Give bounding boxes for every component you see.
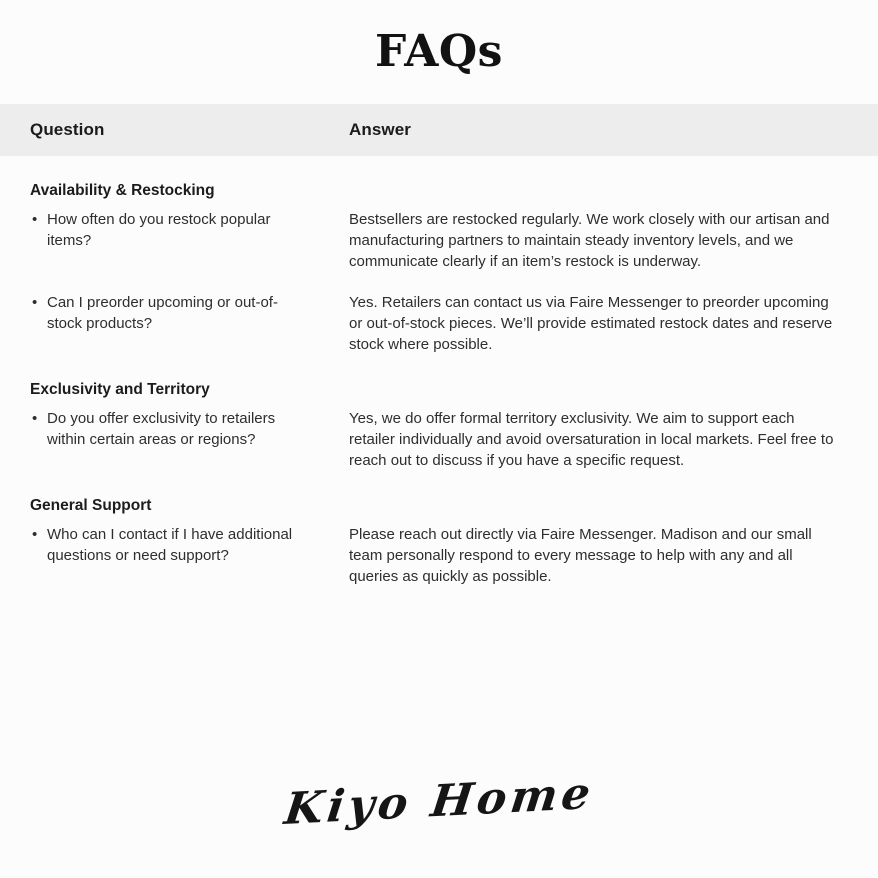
faq-content [0, 182, 878, 587]
answer-text: Yes, we do offer formal territory exclusivity. We aim to support each retailer individually and avoid oversaturation in local markets. Feel free to reach out to discuss if you have a specific request. [349, 410, 834, 469]
faq-row [30, 209, 878, 272]
brand-signature: Kiyo Home [281, 768, 597, 835]
question-cell [30, 408, 349, 471]
question-text: Can I preorder upcoming or out-of-stock products? [47, 294, 278, 332]
question-text: How often do you restock popular items? [47, 211, 271, 249]
question-text: Do you offer exclusivity to retailers within certain areas or regions? [47, 410, 276, 448]
bullet-icon: • [32, 294, 38, 311]
bullet-icon: • [32, 211, 38, 228]
answer-text: Bestsellers are restocked regularly. We work closely with our artisan and manufacturing partners to maintain steady inventory levels, and we communicate clearly if an item’s restock is underway. [349, 211, 830, 270]
faq-row [30, 408, 878, 471]
section-heading-general-support: General Support [30, 497, 152, 514]
page-title: FAQs [375, 26, 503, 77]
faq-row [30, 524, 878, 587]
question-cell [30, 524, 349, 587]
question-text: Who can I contact if I have additional questions or need support? [47, 526, 293, 564]
answer-text: Yes. Retailers can contact us via Faire Messenger to preorder upcoming or out-of-stock pieces. We’ll provide estimated restock dates and reserve stock where possible. [349, 294, 833, 353]
question-cell [30, 209, 349, 272]
faq-row [30, 292, 878, 355]
question-cell [30, 292, 349, 355]
question-column-header: Question [30, 120, 105, 139]
section-heading-exclusivity: Exclusivity and Territory [30, 381, 210, 398]
answer-column-header: Answer [349, 120, 412, 139]
bullet-icon: • [32, 526, 38, 543]
answer-text: Please reach out directly via Faire Messenger. Madison and our small team personally respond to every message to help with any and all queries as quickly as possible. [349, 526, 812, 585]
faq-page [0, 24, 878, 878]
table-header-row [0, 104, 878, 156]
brand-signature-area [0, 768, 878, 835]
bullet-icon: • [32, 410, 38, 427]
section-heading-availability: Availability & Restocking [30, 182, 215, 199]
